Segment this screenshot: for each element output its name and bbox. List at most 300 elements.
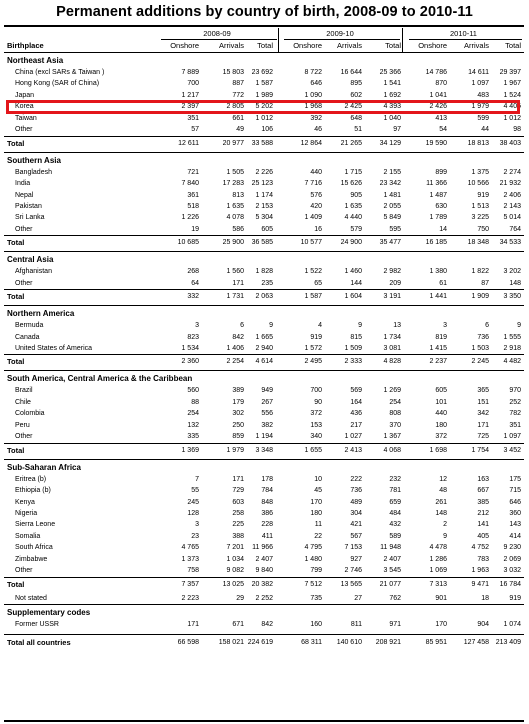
- value-cell: 764: [509, 225, 521, 233]
- value-cell: 1 406: [226, 345, 244, 352]
- value-cell: 144: [350, 279, 362, 287]
- value-cell: 1 226: [181, 214, 199, 222]
- year-separator: [402, 28, 403, 52]
- value-cell: 586: [232, 225, 244, 233]
- value-cell: 1 968: [304, 103, 322, 111]
- table-row: [4, 554, 524, 565]
- value-cell: 4 478: [429, 544, 447, 552]
- section-heading-row: [4, 459, 524, 474]
- value-cell: 61: [439, 279, 447, 287]
- value-cell: 222: [350, 475, 362, 483]
- value-cell: 51: [354, 126, 362, 134]
- section-heading-row: [4, 370, 524, 385]
- value-cell: 180: [310, 509, 322, 517]
- value-cell: 1 480: [304, 555, 322, 563]
- value-cell: 1 587: [255, 80, 273, 88]
- section-heading: Supplementary codes: [7, 608, 91, 617]
- table-row: [4, 519, 524, 530]
- row-label: Bermuda: [15, 322, 44, 330]
- value-cell: 762: [389, 594, 401, 602]
- section-total-row: [4, 443, 524, 457]
- value-cell: 7 716: [304, 180, 322, 188]
- value-cell: 819: [435, 333, 447, 341]
- value-cell: 90: [314, 398, 322, 406]
- value-cell: 254: [389, 398, 401, 406]
- value-cell: 1 560: [226, 268, 244, 276]
- value-cell: 3: [443, 322, 447, 330]
- value-cell: 799: [310, 567, 322, 575]
- value-cell: 1 409: [304, 214, 322, 222]
- grand-total-value: 208 921: [375, 639, 401, 647]
- value-cell: 605: [435, 387, 447, 395]
- value-cell: 721: [187, 168, 199, 176]
- value-cell: 413: [435, 114, 447, 122]
- value-cell: 1 074: [503, 621, 521, 628]
- value-cell: 4 752: [471, 544, 489, 552]
- table-row: [4, 67, 524, 78]
- value-cell: 180: [435, 421, 447, 429]
- row-label: Eritrea (b): [15, 475, 47, 483]
- row-label: Other: [15, 225, 33, 233]
- value-cell: 25 123: [251, 180, 273, 188]
- total-value-cell: 12 611: [178, 139, 199, 147]
- value-cell: 29: [236, 594, 244, 602]
- value-cell: 595: [389, 225, 401, 233]
- value-cell: 351: [509, 421, 521, 429]
- value-cell: 848: [261, 498, 273, 506]
- table-row: [4, 485, 524, 496]
- value-cell: 2 406: [503, 191, 521, 199]
- value-cell: 25 366: [379, 69, 401, 76]
- value-cell: 22: [314, 532, 322, 540]
- value-cell: 44: [481, 126, 489, 134]
- total-value-cell: 1 754: [471, 446, 489, 454]
- row-label: Sri Lanka: [15, 214, 45, 222]
- value-cell: 842: [261, 621, 273, 628]
- value-cell: 1 822: [471, 268, 489, 276]
- value-cell: 3 081: [383, 345, 401, 352]
- table-row: [4, 508, 524, 519]
- row-label: Afghanistan: [15, 268, 52, 276]
- value-cell: 101: [435, 398, 447, 406]
- total-value-cell: 1 369: [181, 446, 199, 454]
- value-cell: 54: [439, 126, 447, 134]
- value-cell: 4 078: [226, 214, 244, 222]
- value-cell: 1 555: [503, 333, 521, 341]
- section-heading: Sub-Saharan Africa: [7, 462, 81, 472]
- total-value-cell: 4 828: [383, 358, 401, 366]
- value-cell: 4: [318, 322, 322, 330]
- value-cell: 171: [232, 279, 244, 287]
- row-label: United States of America: [15, 345, 93, 352]
- grand-total-value: 140 610: [336, 639, 362, 647]
- value-cell: 1 715: [344, 168, 362, 176]
- value-cell: 859: [232, 433, 244, 441]
- value-cell: 65: [314, 279, 322, 287]
- column-header-row: [4, 40, 524, 52]
- value-cell: 132: [187, 421, 199, 429]
- value-cell: 1 522: [304, 268, 322, 276]
- value-cell: 887: [232, 80, 244, 88]
- value-cell: 2 055: [383, 202, 401, 210]
- row-label: Brazil: [15, 387, 33, 395]
- value-cell: 7 840: [181, 180, 199, 188]
- table-row: [4, 212, 524, 223]
- value-cell: 5 849: [383, 214, 401, 222]
- bottom-rule: [4, 720, 524, 722]
- value-cell: 148: [435, 509, 447, 517]
- row-label: Chile: [15, 398, 31, 406]
- column-header: Arrivals: [463, 41, 489, 50]
- value-cell: 1 194: [255, 433, 273, 441]
- value-cell: 7 153: [344, 544, 362, 552]
- value-cell: 842: [232, 333, 244, 341]
- value-cell: 919: [310, 333, 322, 341]
- value-cell: 1 505: [226, 168, 244, 176]
- value-cell: 235: [261, 279, 273, 287]
- value-cell: 160: [310, 621, 322, 628]
- table-row: [4, 474, 524, 485]
- value-cell: 648: [350, 114, 362, 122]
- value-cell: 9: [443, 532, 447, 540]
- value-cell: 700: [310, 387, 322, 395]
- total-value-cell: 1 441: [429, 293, 447, 301]
- total-label: Total: [7, 238, 25, 248]
- value-cell: 2 982: [383, 268, 401, 276]
- grand-total-label: Total all countries: [7, 638, 71, 648]
- row-label: Japan: [15, 91, 35, 99]
- value-cell: 700: [187, 80, 199, 88]
- value-cell: 772: [232, 91, 244, 99]
- total-value-cell: 7 313: [429, 580, 447, 588]
- value-cell: 440: [435, 410, 447, 418]
- value-cell: 5 202: [255, 103, 273, 111]
- section-heading-row: [4, 604, 524, 619]
- year-heading: 2008-09: [203, 29, 231, 38]
- row-label: Not stated: [15, 594, 47, 602]
- value-cell: 164: [350, 398, 362, 406]
- top-rule: [4, 25, 524, 27]
- section-heading: Central Asia: [7, 255, 54, 265]
- row-label: Taiwan: [15, 114, 37, 122]
- value-cell: 98: [513, 126, 521, 134]
- value-cell: 1 090: [304, 91, 322, 99]
- value-cell: 2 223: [181, 594, 199, 602]
- value-cell: 782: [509, 410, 521, 418]
- table-row: [4, 224, 524, 235]
- total-value-cell: 2 237: [429, 358, 447, 366]
- total-value-cell: 3 452: [503, 446, 521, 454]
- value-cell: 579: [350, 225, 362, 233]
- table-row: [4, 320, 524, 331]
- value-cell: 7 201: [226, 544, 244, 552]
- total-value-cell: 20 382: [251, 580, 273, 588]
- value-cell: 1 269: [383, 387, 401, 395]
- column-header: Onshore: [418, 41, 447, 50]
- value-cell: 46: [314, 126, 322, 134]
- value-cell: 4 765: [181, 544, 199, 552]
- value-cell: 715: [509, 487, 521, 495]
- value-cell: 3 032: [503, 567, 521, 575]
- value-cell: 14: [439, 225, 447, 233]
- row-label: Other: [15, 567, 33, 575]
- value-cell: 340: [310, 433, 322, 441]
- value-cell: 261: [435, 498, 447, 506]
- total-value-cell: 1 604: [344, 293, 362, 301]
- value-cell: 1 012: [255, 114, 273, 122]
- value-cell: 1 963: [471, 567, 489, 575]
- year-heading: 2010-11: [450, 29, 477, 38]
- value-cell: 750: [477, 225, 489, 233]
- value-cell: 3 202: [503, 268, 521, 276]
- value-cell: 667: [477, 487, 489, 495]
- value-cell: 228: [261, 521, 273, 529]
- value-cell: 4 405: [503, 103, 521, 111]
- value-cell: 11 966: [252, 544, 273, 552]
- value-cell: 15 803: [222, 69, 244, 76]
- value-cell: 895: [350, 80, 362, 88]
- value-cell: 1 460: [344, 268, 362, 276]
- value-cell: 64: [191, 279, 199, 287]
- value-cell: 10: [314, 475, 322, 483]
- value-cell: 811: [350, 621, 362, 628]
- row-label: Pakistan: [15, 202, 42, 210]
- value-cell: 171: [187, 621, 199, 628]
- table-row: [4, 565, 524, 576]
- value-cell: 382: [261, 421, 273, 429]
- row-label: Colombia: [15, 410, 45, 418]
- value-cell: 389: [232, 387, 244, 395]
- row-label: Nigeria: [15, 509, 38, 517]
- value-cell: 815: [350, 333, 362, 341]
- value-cell: 1 286: [429, 555, 447, 563]
- table-row: [4, 619, 524, 630]
- value-cell: 432: [389, 521, 401, 529]
- total-value-cell: 3 191: [383, 293, 401, 301]
- column-header: Arrivals: [218, 41, 244, 50]
- section-heading: Northern America: [7, 309, 75, 319]
- value-cell: 661: [232, 114, 244, 122]
- value-cell: 1 097: [503, 433, 521, 441]
- value-cell: 9 840: [255, 567, 273, 575]
- column-header: Total: [385, 41, 401, 50]
- value-cell: 11 948: [380, 544, 401, 552]
- value-cell: 1 541: [383, 80, 401, 88]
- total-value-cell: 16 185: [425, 239, 447, 247]
- total-value-cell: 21 077: [379, 580, 401, 588]
- value-cell: 16 644: [340, 69, 362, 76]
- value-cell: 254: [187, 410, 199, 418]
- total-value-cell: 7 357: [181, 580, 199, 588]
- value-cell: 735: [310, 594, 322, 602]
- value-cell: 783: [477, 555, 489, 563]
- grand-total-value: 66 598: [177, 639, 199, 647]
- grand-total-value: 224 619: [247, 639, 273, 647]
- value-cell: 905: [350, 191, 362, 199]
- row-label: Nepal: [15, 191, 34, 199]
- value-cell: 15 626: [340, 180, 362, 188]
- value-cell: 1 503: [471, 345, 489, 352]
- table-row: [4, 397, 524, 408]
- total-value-cell: 3 348: [255, 446, 273, 454]
- value-cell: 11: [314, 521, 322, 529]
- table-row: [4, 497, 524, 508]
- column-header: Onshore: [293, 41, 322, 50]
- value-cell: 1 989: [255, 91, 273, 99]
- value-cell: 23 692: [251, 69, 273, 76]
- value-cell: 12: [439, 475, 447, 483]
- value-cell: 813: [232, 191, 244, 199]
- value-cell: 1 041: [429, 91, 447, 99]
- section-heading-row: [4, 52, 524, 67]
- table-row: [4, 178, 524, 189]
- value-cell: 97: [393, 126, 401, 134]
- value-cell: 45: [314, 487, 322, 495]
- table-row: [4, 90, 524, 101]
- value-cell: 245: [187, 498, 199, 506]
- value-cell: 370: [389, 421, 401, 429]
- total-value-cell: 3 350: [503, 293, 521, 301]
- row-label: Other: [15, 126, 33, 134]
- value-cell: 5 014: [503, 214, 521, 222]
- column-header: Arrivals: [336, 41, 362, 50]
- value-cell: 2 940: [255, 345, 273, 352]
- value-cell: 949: [261, 387, 273, 395]
- value-cell: 1 040: [383, 114, 401, 122]
- section-heading-row: [4, 152, 524, 167]
- total-value-cell: 34 533: [499, 239, 521, 247]
- value-cell: 372: [310, 410, 322, 418]
- value-cell: 1 635: [226, 202, 244, 210]
- total-value-cell: 1 655: [304, 446, 322, 454]
- value-cell: 13: [393, 322, 401, 330]
- row-label: Bangladesh: [15, 168, 52, 176]
- value-cell: 141: [477, 521, 489, 529]
- birthplace-header: Birthplace: [7, 41, 44, 50]
- row-label: Ethiopia (b): [15, 487, 51, 495]
- value-cell: 569: [350, 387, 362, 395]
- total-value-cell: 10 577: [300, 239, 322, 247]
- value-cell: 9 082: [226, 567, 244, 575]
- value-cell: 7: [195, 475, 199, 483]
- value-cell: 411: [261, 532, 273, 540]
- section-heading-row: [4, 251, 524, 266]
- value-cell: 225: [232, 521, 244, 529]
- value-cell: 6: [485, 322, 489, 330]
- value-cell: 1 027: [344, 433, 362, 441]
- total-value-cell: 2 495: [304, 358, 322, 366]
- value-cell: 605: [261, 225, 273, 233]
- table-row: [4, 190, 524, 201]
- value-cell: 2 918: [503, 345, 521, 352]
- row-label: Korea: [15, 103, 34, 111]
- value-cell: 440: [310, 168, 322, 176]
- table-row: [4, 124, 524, 135]
- grand-total-value: 127 458: [463, 639, 489, 647]
- value-cell: 603: [232, 498, 244, 506]
- row-label: Hong Kong (SAR of China): [15, 80, 100, 88]
- value-cell: 2 425: [344, 103, 362, 111]
- total-label: Total: [7, 357, 25, 367]
- total-value-cell: 18 348: [467, 239, 489, 247]
- table-row: [4, 113, 524, 124]
- total-value-cell: 20 977: [222, 139, 244, 147]
- column-header: Total: [257, 41, 273, 50]
- total-value-cell: 16 784: [499, 580, 521, 588]
- value-cell: 361: [187, 191, 199, 199]
- value-cell: 1 174: [255, 191, 273, 199]
- value-cell: 365: [477, 387, 489, 395]
- total-value-cell: 35 477: [379, 239, 401, 247]
- value-cell: 556: [261, 410, 273, 418]
- table-row: [4, 531, 524, 542]
- value-cell: 17 283: [222, 180, 244, 188]
- value-cell: 3 545: [383, 567, 401, 575]
- value-cell: 823: [187, 333, 199, 341]
- value-cell: 1 012: [503, 114, 521, 122]
- value-cell: 9: [269, 322, 273, 330]
- table-row: [4, 201, 524, 212]
- value-cell: 342: [477, 410, 489, 418]
- value-cell: 901: [435, 594, 447, 602]
- value-cell: 9: [358, 322, 362, 330]
- value-cell: 729: [232, 487, 244, 495]
- value-cell: 899: [435, 168, 447, 176]
- total-value-cell: 332: [187, 293, 199, 301]
- value-cell: 646: [310, 80, 322, 88]
- total-value-cell: 21 265: [340, 139, 362, 147]
- value-cell: 18: [481, 594, 489, 602]
- total-value-cell: 4 482: [503, 358, 521, 366]
- value-cell: 267: [261, 398, 273, 406]
- row-label: Other: [15, 433, 33, 441]
- value-cell: 5 304: [255, 214, 273, 222]
- value-cell: 1 097: [471, 80, 489, 88]
- value-cell: 567: [350, 532, 362, 540]
- value-cell: 489: [350, 498, 362, 506]
- value-cell: 904: [477, 621, 489, 628]
- total-value-cell: 2 245: [471, 358, 489, 366]
- total-label: Total: [7, 292, 25, 302]
- value-cell: 11 366: [426, 180, 447, 188]
- value-cell: 217: [350, 421, 362, 429]
- additions-table: [4, 28, 524, 649]
- value-cell: 148: [509, 279, 521, 287]
- value-cell: 27: [354, 594, 362, 602]
- row-label: South Africa: [15, 544, 53, 552]
- total-label: Total: [7, 579, 25, 589]
- value-cell: 268: [187, 268, 199, 276]
- value-cell: 16: [314, 225, 322, 233]
- value-cell: 48: [439, 487, 447, 495]
- total-value-cell: 13 565: [340, 580, 362, 588]
- section-heading: South America, Central America & the Caribbean: [7, 374, 193, 384]
- total-value-cell: 1 698: [429, 446, 447, 454]
- total-value-cell: 2 413: [344, 446, 362, 454]
- value-cell: 1 665: [255, 333, 273, 341]
- value-cell: 599: [477, 114, 489, 122]
- grand-total-row: [4, 634, 524, 649]
- value-cell: 808: [389, 410, 401, 418]
- value-cell: 1 481: [383, 191, 401, 199]
- value-cell: 646: [509, 498, 521, 506]
- value-cell: 2 397: [181, 103, 199, 111]
- value-cell: 919: [477, 191, 489, 199]
- row-label: China (excl SARs & Taiwan ): [15, 69, 105, 76]
- value-cell: 1 979: [471, 103, 489, 111]
- section-total-row: [4, 235, 524, 249]
- value-cell: 1 734: [383, 333, 401, 341]
